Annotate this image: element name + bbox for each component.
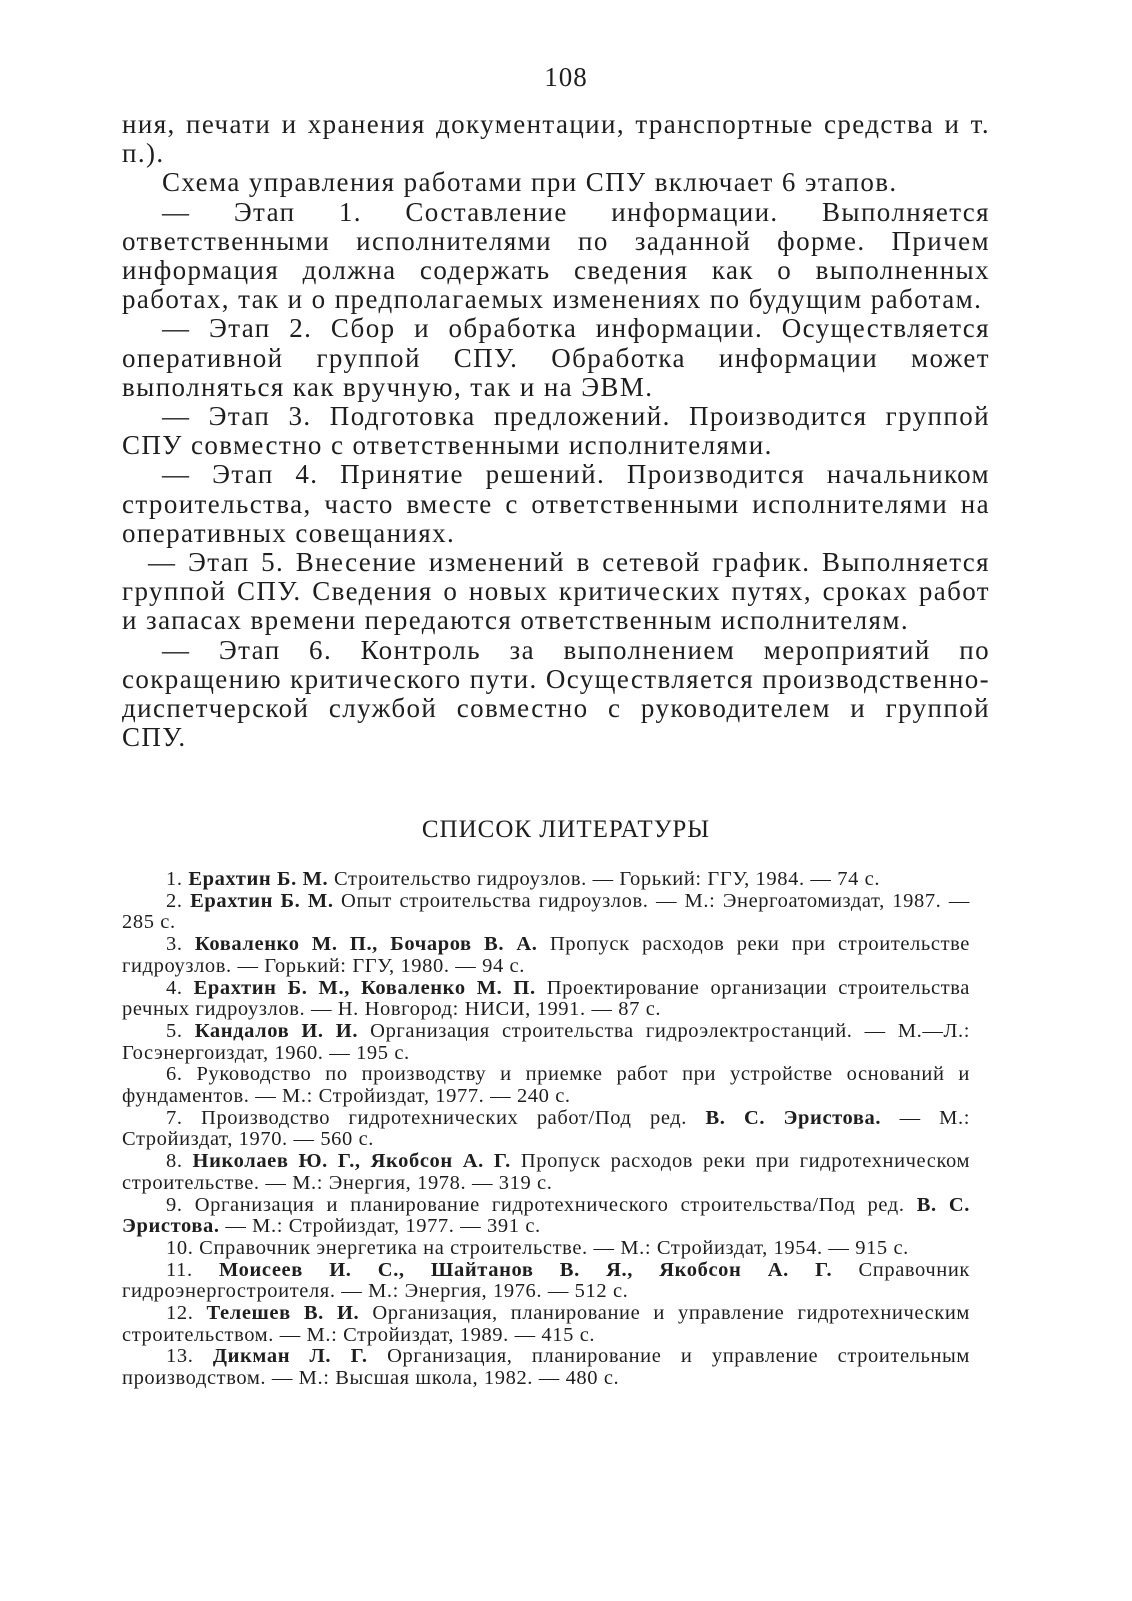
references-list	[122, 869, 970, 1390]
reference-item	[122, 1260, 970, 1303]
reference-author: Коваленко М. П., Бочаров В. А.	[194, 933, 538, 956]
reference-item	[122, 1108, 970, 1151]
reference-item	[122, 978, 970, 1021]
reference-text: Опыт строительства гидроузлов. — М.: Энергоатомиздат, 1987. — 285 с.	[122, 889, 970, 934]
reference-number: 7.	[166, 1106, 183, 1129]
reference-item	[122, 1064, 970, 1107]
page-number: 108	[544, 62, 588, 92]
reference-author: Кандалов И. И.	[194, 1019, 359, 1042]
paragraph: Схема управления работами при СПУ включает 6 этапов.	[162, 167, 898, 198]
paragraph: ния, печати и хранения документации, транспортные средства и т. п.).	[122, 109, 990, 169]
reference-item	[122, 1303, 970, 1346]
reference-number: 12.	[166, 1302, 194, 1325]
reference-text: Справочник энергетика на строительстве. — М.: Стройиздат, 1954. — 915 с.	[199, 1236, 909, 1259]
reference-number: 10.	[166, 1236, 194, 1259]
reference-text: Руководство по производству и приемке работ при устройстве оснований и фундаментов. — М.: Стройиздат, 1977. — 240 с.	[122, 1063, 970, 1108]
reference-item	[122, 1151, 970, 1194]
reference-text-tail: — М.: Стройиздат, 1970. — 560 с.	[122, 1106, 970, 1151]
reference-text: Организация, планирование и управление строительным производством. — М.: Высшая школа, 1982. — 480 с.	[122, 1345, 971, 1390]
paragraph-stage-6: — Этап 6. Контроль за выполнением мероприятий по сокращению критического пути. Осуществляется производственно-диспетчерской службой совместно с руководителем и группой СПУ.	[122, 634, 990, 753]
reference-editor: В. С. Эристова.	[122, 1193, 970, 1238]
reference-author: Николаев Ю. Г., Якобсон А. Г.	[192, 1150, 511, 1173]
reference-text: Организация, планирование и управление гидротехническим строительством. — М.: Стройиздат, 1989. — 415 с.	[122, 1302, 970, 1346]
reference-author: Ерахтин Б. М.	[190, 889, 334, 912]
reference-number: 2.	[166, 889, 183, 912]
reference-text: Пропуск расходов реки при строительстве гидроузлов. — Горький: ГГУ, 1980. — 94 с.	[122, 933, 970, 977]
reference-author: Ерахтин Б. М., Коваленко М. П.	[193, 976, 536, 999]
reference-number: 4.	[166, 976, 183, 999]
reference-number: 5.	[166, 1019, 183, 1042]
reference-item	[122, 869, 970, 891]
references-title: СПИСОК ЛИТЕРАТУРЫ	[421, 816, 711, 843]
reference-number: 9.	[166, 1193, 183, 1216]
paragraph-stage-1: — Этап 1. Составление информации. Выполняется ответственными исполнителями по заданной форме. Причем информация должна содержать сведения как о выполненных работах, так и о предполагаемых изменениях по будущим работам.	[122, 196, 990, 315]
reference-text: Организация строительства гидроэлектростанций. — М.—Л.: Госэнергоиздат, 1960. — 195 с.	[122, 1019, 970, 1064]
reference-author: Телешев В. И.	[206, 1302, 360, 1325]
reference-item	[122, 1238, 970, 1260]
reference-author: Дикман Л. Г.	[212, 1345, 368, 1368]
reference-number: 3.	[166, 933, 183, 956]
reference-text: Организация и планирование гидротехнического строительства/Под ред.	[194, 1193, 917, 1216]
paragraph-stage-5: — Этап 5. Внесение изменений в сетевой график. Выполняется группой СПУ. Сведения о новых критических путях, сроках работ и запасах времени передаются ответственным исполнителям.	[122, 547, 990, 636]
reference-item	[122, 1195, 970, 1238]
reference-number: 8.	[166, 1150, 183, 1173]
reference-item	[122, 934, 970, 977]
paragraph-stage-3: — Этап 3. Подготовка предложений. Производится группой СПУ совместно с ответственными исполнителями.	[122, 401, 990, 461]
reference-number: 6.	[166, 1063, 183, 1086]
reference-text: Строительство гидроузлов. — Горький: ГГУ, 1984. — 74 с.	[328, 868, 881, 890]
reference-author: Моисеев И. С., Шайтанов В. Я., Якобсон А. Г.	[218, 1258, 833, 1281]
reference-text: Справочник гидроэнергостроителя. — М.: Энергия, 1976. — 512 с.	[122, 1258, 970, 1303]
reference-item	[122, 1021, 970, 1064]
reference-author: Ерахтин Б. М.	[188, 868, 329, 890]
paragraph-stage-4: — Этап 4. Принятие решений. Производится начальником строительства, часто вместе с ответственными исполнителями на оперативных совещаниях.	[122, 459, 990, 548]
reference-number: 1.	[166, 868, 183, 890]
reference-number: 13.	[166, 1345, 194, 1368]
body-text	[122, 110, 990, 752]
paragraph-stage-2: — Этап 2. Сбор и обработка информации. Осуществляется оперативной группой СПУ. Обработка информации может выполняться как вручную, так и на ЭВМ.	[122, 313, 990, 402]
reference-item	[122, 1346, 970, 1389]
reference-text: Проектирование организации строительства речных гидроузлов. — Н. Новгород: НИСИ, 1991. — 87 с.	[122, 976, 970, 1021]
reference-number: 11.	[166, 1258, 193, 1281]
reference-editor: В. С. Эристова.	[705, 1106, 882, 1129]
reference-text-tail: — М.: Стройиздат, 1977. — 391 с.	[219, 1215, 541, 1238]
reference-item	[122, 891, 970, 934]
reference-text: Производство гидротехнических работ/Под ред.	[201, 1106, 706, 1129]
reference-text: Пропуск расходов реки при гидротехническом строительстве. — М.: Энергия, 1978. — 319 с.	[122, 1150, 971, 1194]
